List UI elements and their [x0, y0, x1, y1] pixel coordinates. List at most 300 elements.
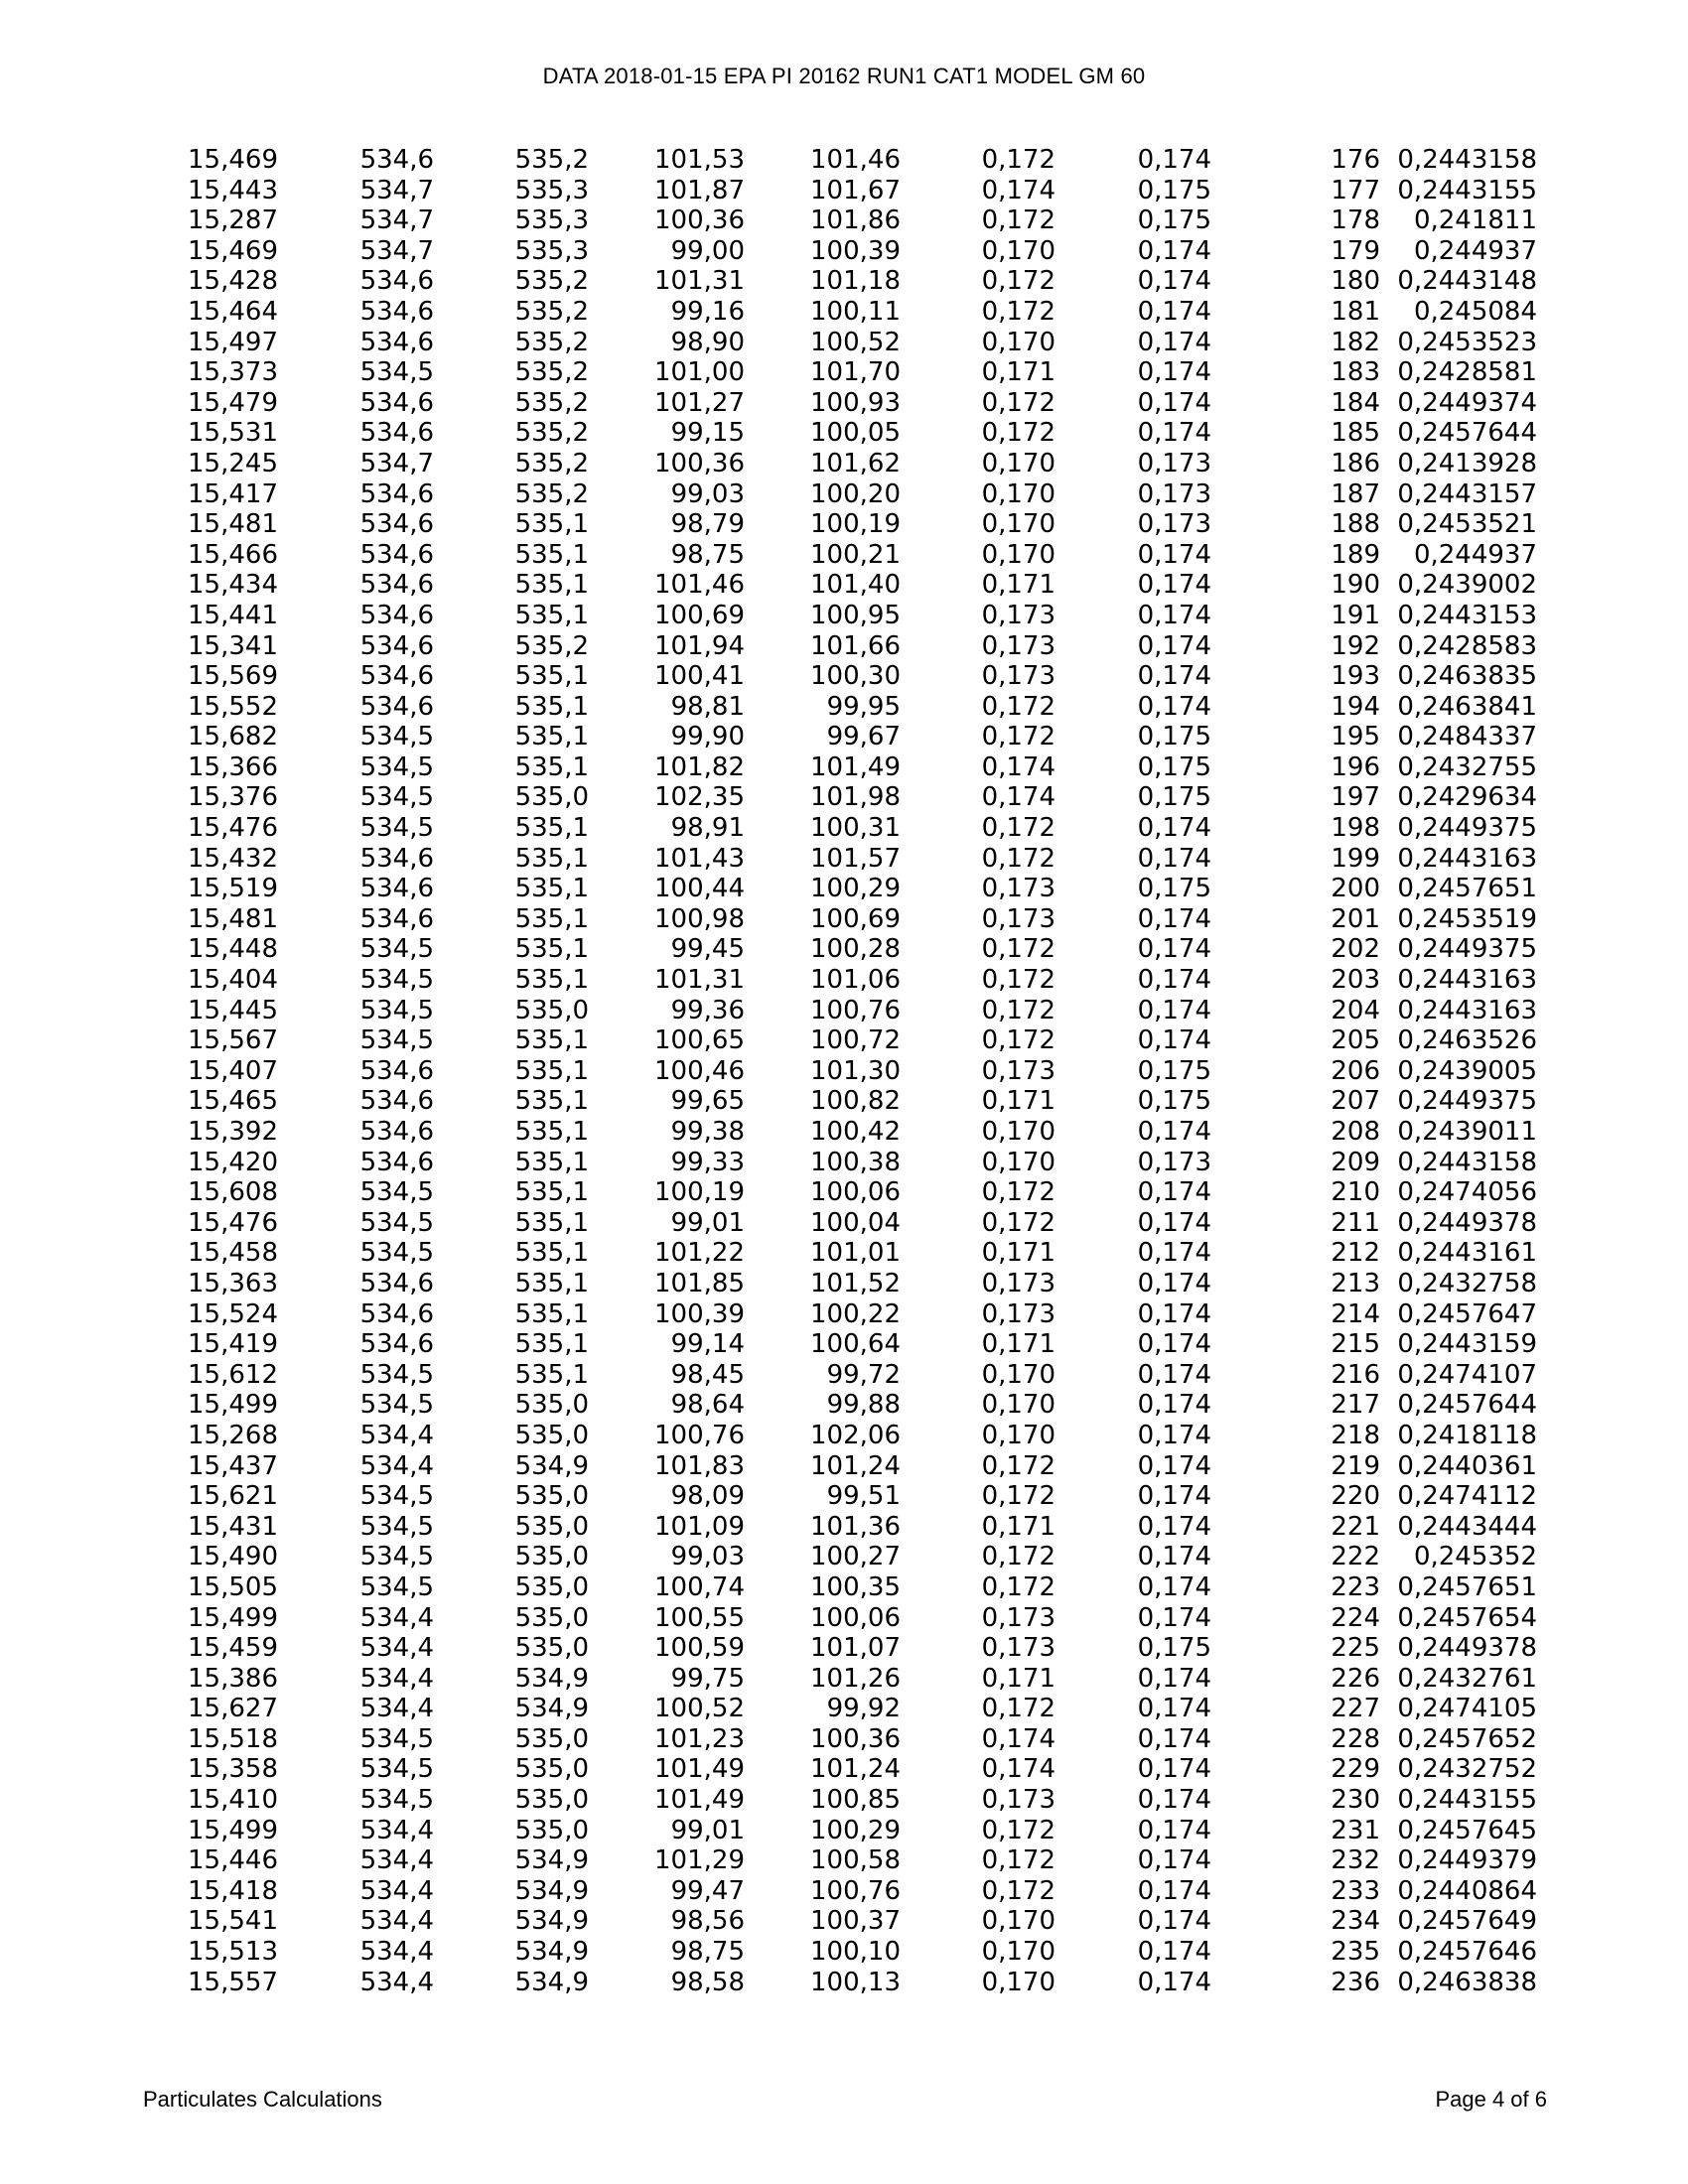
- table-row: [0, 1906, 1537, 1937]
- table-cell: 535,2: [514, 327, 589, 357]
- table-cell: 0,172: [981, 1025, 1055, 1056]
- table-cell: 534,6: [359, 145, 434, 175]
- table-cell: 535,2: [514, 478, 589, 509]
- table-cell: 0,174: [1137, 357, 1211, 388]
- table-cell: 15,418: [188, 1875, 278, 1906]
- table-cell: 534,5: [359, 1238, 434, 1269]
- table-cell: 0,174: [1137, 1511, 1211, 1542]
- table-row: [0, 1208, 1537, 1239]
- table-cell: 0,2449378: [1397, 1633, 1537, 1664]
- table-cell: 100,39: [654, 1298, 745, 1329]
- table-cell: 207: [1331, 1086, 1380, 1117]
- table-row: [0, 388, 1537, 419]
- table-cell: 101,00: [654, 357, 745, 388]
- table-cell: 534,7: [359, 235, 434, 266]
- table-cell: 0,170: [981, 1390, 1055, 1421]
- table-cell: 535,1: [514, 1086, 589, 1117]
- table-cell: 0,2440864: [1397, 1875, 1537, 1906]
- table-row: [0, 176, 1537, 206]
- table-cell: 534,6: [359, 1329, 434, 1360]
- table-cell: 15,524: [188, 1298, 278, 1329]
- table-cell: 0,2463835: [1397, 661, 1537, 692]
- table-cell: 100,06: [810, 1602, 901, 1633]
- table-cell: 0,173: [1137, 448, 1211, 478]
- table-cell: 0,171: [981, 1663, 1055, 1694]
- table-cell: 534,6: [359, 630, 434, 661]
- table-row: [0, 1086, 1537, 1117]
- table-cell: 535,0: [514, 1723, 589, 1754]
- table-cell: 534,4: [359, 1906, 434, 1937]
- table-cell: 534,7: [359, 448, 434, 478]
- table-cell: 0,174: [1137, 327, 1211, 357]
- table-cell: 0,170: [981, 509, 1055, 540]
- table-cell: 0,2443155: [1397, 1785, 1537, 1816]
- table-cell: 15,505: [188, 1571, 278, 1602]
- table-cell: 535,0: [514, 995, 589, 1025]
- table-cell: 15,469: [188, 145, 278, 175]
- table-cell: 15,245: [188, 448, 278, 478]
- table-cell: 212: [1331, 1238, 1380, 1269]
- table-cell: 0,173: [981, 1055, 1055, 1086]
- table-cell: 0,175: [1137, 175, 1211, 205]
- table-cell: 15,557: [188, 1967, 278, 1997]
- table-cell: 0,174: [981, 1754, 1055, 1785]
- page-title: DATA 2018-01-15 EPA PI 20162 RUN1 CAT1 MODEL GM 60: [542, 64, 1146, 88]
- table-cell: 535,2: [514, 418, 589, 449]
- table-cell: 535,1: [514, 509, 589, 540]
- table-cell: 0,172: [981, 418, 1055, 449]
- table-cell: 0,171: [981, 570, 1055, 601]
- table-cell: 101,24: [810, 1450, 901, 1481]
- table-cell: 98,09: [670, 1481, 745, 1512]
- table-cell: 15,567: [188, 1025, 278, 1056]
- table-row: [0, 692, 1537, 723]
- table-cell: 0,2457646: [1397, 1937, 1537, 1968]
- table-cell: 100,20: [810, 478, 901, 509]
- table-cell: 15,476: [188, 1207, 278, 1238]
- table-cell: 0,175: [1137, 782, 1211, 813]
- table-cell: 534,6: [359, 478, 434, 509]
- table-cell: 15,432: [188, 843, 278, 874]
- table-cell: 535,2: [514, 448, 589, 478]
- table-cell: 0,174: [981, 1723, 1055, 1754]
- table-cell: 0,174: [1137, 1481, 1211, 1512]
- table-cell: 101,70: [810, 357, 901, 388]
- table-cell: 0,173: [981, 1268, 1055, 1298]
- table-row: [0, 1633, 1537, 1664]
- table-cell: 99,38: [670, 1117, 745, 1147]
- table-cell: 534,5: [359, 1511, 434, 1542]
- table-cell: 534,6: [359, 570, 434, 601]
- table-cell: 0,2474112: [1397, 1481, 1537, 1512]
- table-cell: 0,2428583: [1397, 630, 1537, 661]
- table-cell: 0,2474105: [1397, 1694, 1537, 1724]
- table-cell: 15,621: [188, 1481, 278, 1512]
- table-cell: 101,87: [654, 175, 745, 205]
- table-cell: 534,4: [359, 1937, 434, 1968]
- table-cell: 0,2474107: [1397, 1359, 1537, 1390]
- table-row: [0, 236, 1537, 267]
- table-cell: 15,513: [188, 1937, 278, 1968]
- table-cell: 222: [1331, 1542, 1380, 1572]
- table-cell: 98,58: [670, 1967, 745, 1997]
- table-cell: 101,67: [810, 175, 901, 205]
- table-cell: 209: [1331, 1147, 1380, 1177]
- table-cell: 535,2: [514, 145, 589, 175]
- table-cell: 0,174: [1137, 266, 1211, 297]
- table-cell: 101,26: [810, 1663, 901, 1694]
- table-cell: 201: [1331, 903, 1380, 934]
- table-cell: 98,81: [670, 691, 745, 722]
- table-cell: 195: [1331, 722, 1380, 752]
- table-cell: 535,0: [514, 1571, 589, 1602]
- table-cell: 534,4: [359, 1450, 434, 1481]
- table-cell: 0,2453523: [1397, 327, 1537, 357]
- table-row: [0, 1117, 1537, 1148]
- table-cell: 0,174: [1137, 1420, 1211, 1450]
- table-cell: 101,40: [810, 570, 901, 601]
- table-cell: 0,172: [981, 296, 1055, 327]
- table-cell: 534,7: [359, 175, 434, 205]
- table-cell: 203: [1331, 965, 1380, 996]
- table-cell: 15,392: [188, 1117, 278, 1147]
- table-cell: 234: [1331, 1906, 1380, 1937]
- table-cell: 0,172: [981, 266, 1055, 297]
- table-cell: 189: [1331, 539, 1380, 570]
- table-cell: 100,41: [654, 661, 745, 692]
- table-cell: 0,175: [1137, 1086, 1211, 1117]
- table-cell: 0,172: [981, 1845, 1055, 1876]
- table-cell: 0,172: [981, 722, 1055, 752]
- table-cell: 101,23: [654, 1723, 745, 1754]
- table-cell: 15,481: [188, 509, 278, 540]
- table-cell: 15,499: [188, 1602, 278, 1633]
- table-cell: 218: [1331, 1420, 1380, 1450]
- table-cell: 101,82: [654, 751, 745, 782]
- table-cell: 15,363: [188, 1268, 278, 1298]
- table-cell: 176: [1331, 145, 1380, 175]
- table-cell: 0,173: [981, 874, 1055, 904]
- table-cell: 0,2484337: [1397, 722, 1537, 752]
- table-cell: 15,459: [188, 1633, 278, 1664]
- table-cell: 0,244937: [1413, 235, 1537, 266]
- table-cell: 100,38: [810, 1147, 901, 1177]
- table-cell: 0,2443158: [1397, 1147, 1537, 1177]
- table-cell: 0,170: [981, 1906, 1055, 1937]
- table-cell: 0,174: [1137, 1450, 1211, 1481]
- table-row: [0, 1025, 1537, 1056]
- table-cell: 15,499: [188, 1390, 278, 1421]
- table-cell: 0,2457654: [1397, 1602, 1537, 1633]
- table-cell: 0,2432755: [1397, 751, 1537, 782]
- table-cell: 99,75: [670, 1663, 745, 1694]
- table-cell: 0,2457649: [1397, 1906, 1537, 1937]
- table-cell: 534,7: [359, 205, 434, 236]
- table-cell: 0,174: [1137, 1906, 1211, 1937]
- table-cell: 534,9: [514, 1694, 589, 1724]
- table-cell: 179: [1331, 235, 1380, 266]
- table-cell: 101,31: [654, 266, 745, 297]
- table-cell: 101,49: [654, 1754, 745, 1785]
- table-cell: 534,4: [359, 1845, 434, 1876]
- table-row: [0, 1177, 1537, 1208]
- table-cell: 0,175: [1137, 205, 1211, 236]
- table-cell: 100,76: [810, 995, 901, 1025]
- table-cell: 0,175: [1137, 1055, 1211, 1086]
- table-cell: 98,90: [670, 327, 745, 357]
- table-cell: 0,174: [1137, 539, 1211, 570]
- table-cell: 0,2453521: [1397, 509, 1537, 540]
- table-cell: 0,174: [1137, 1268, 1211, 1298]
- table-cell: 534,5: [359, 1177, 434, 1208]
- table-cell: 535,0: [514, 1481, 589, 1512]
- table-cell: 198: [1331, 813, 1380, 844]
- table-cell: 99,00: [670, 235, 745, 266]
- table-cell: 0,174: [1137, 418, 1211, 449]
- table-cell: 535,0: [514, 1785, 589, 1816]
- table-cell: 0,170: [981, 448, 1055, 478]
- table-cell: 15,373: [188, 357, 278, 388]
- table-cell: 0,170: [981, 478, 1055, 509]
- table-cell: 15,569: [188, 661, 278, 692]
- table-cell: 534,5: [359, 1571, 434, 1602]
- table-cell: 101,22: [654, 1238, 745, 1269]
- table-cell: 15,376: [188, 782, 278, 813]
- table-cell: 15,627: [188, 1694, 278, 1724]
- table-cell: 100,19: [810, 509, 901, 540]
- table-cell: 0,172: [981, 995, 1055, 1025]
- table-cell: 0,174: [1137, 1571, 1211, 1602]
- footer-document-name: Particulates Calculations: [143, 2087, 382, 2112]
- table-cell: 0,2457645: [1397, 1815, 1537, 1845]
- table-cell: 0,170: [981, 327, 1055, 357]
- table-cell: 223: [1331, 1571, 1380, 1602]
- table-cell: 535,1: [514, 1055, 589, 1086]
- table-cell: 0,2432758: [1397, 1268, 1537, 1298]
- table-cell: 15,541: [188, 1906, 278, 1937]
- table-cell: 99,67: [826, 722, 901, 752]
- table-cell: 535,1: [514, 813, 589, 844]
- table-row: [0, 1542, 1537, 1572]
- table-cell: 98,75: [670, 1937, 745, 1968]
- table-row: [0, 1754, 1537, 1785]
- table-cell: 99,36: [670, 995, 745, 1025]
- table-cell: 15,428: [188, 266, 278, 297]
- table-cell: 98,64: [670, 1390, 745, 1421]
- table-cell: 15,497: [188, 327, 278, 357]
- table-cell: 534,6: [359, 903, 434, 934]
- table-cell: 0,174: [1137, 1967, 1211, 1997]
- table-cell: 535,1: [514, 965, 589, 996]
- table-row: [0, 1148, 1537, 1178]
- table-cell: 0,174: [1137, 1602, 1211, 1633]
- table-cell: 15,366: [188, 751, 278, 782]
- table-cell: 0,174: [1137, 903, 1211, 934]
- table-cell: 534,5: [359, 1207, 434, 1238]
- table-row: [0, 1785, 1537, 1816]
- table-cell: 101,86: [810, 205, 901, 236]
- table-cell: 231: [1331, 1815, 1380, 1845]
- table-cell: 0,172: [981, 1694, 1055, 1724]
- table-cell: 535,2: [514, 387, 589, 418]
- table-cell: 535,1: [514, 751, 589, 782]
- table-cell: 99,47: [670, 1875, 745, 1906]
- table-cell: 0,171: [981, 1511, 1055, 1542]
- table-cell: 534,9: [514, 1967, 589, 1997]
- table-cell: 15,287: [188, 205, 278, 236]
- table-row: [0, 1056, 1537, 1087]
- table-cell: 534,5: [359, 357, 434, 388]
- table-cell: 219: [1331, 1450, 1380, 1481]
- table-cell: 0,2457644: [1397, 1390, 1537, 1421]
- table-cell: 206: [1331, 1055, 1380, 1086]
- table-cell: 100,46: [654, 1055, 745, 1086]
- table-cell: 0,2443161: [1397, 1238, 1537, 1269]
- table-cell: 190: [1331, 570, 1380, 601]
- table-cell: 204: [1331, 995, 1380, 1025]
- table-row: [0, 297, 1537, 328]
- table-cell: 535,1: [514, 1329, 589, 1360]
- table-cell: 0,173: [981, 1785, 1055, 1816]
- table-row: [0, 1876, 1537, 1907]
- table-cell: 0,174: [1137, 600, 1211, 630]
- table-cell: 15,464: [188, 296, 278, 327]
- table-cell: 0,172: [981, 1542, 1055, 1572]
- table-row: [0, 1360, 1537, 1391]
- table-cell: 0,173: [981, 1602, 1055, 1633]
- table-cell: 194: [1331, 691, 1380, 722]
- table-body: [0, 145, 1537, 1997]
- table-cell: 0,174: [1137, 1329, 1211, 1360]
- table-cell: 535,2: [514, 630, 589, 661]
- table-cell: 0,173: [1137, 509, 1211, 540]
- table-cell: 101,98: [810, 782, 901, 813]
- table-cell: 535,1: [514, 570, 589, 601]
- table-cell: 15,358: [188, 1754, 278, 1785]
- table-cell: 180: [1331, 266, 1380, 297]
- table-row: [0, 844, 1537, 875]
- table-cell: 100,95: [810, 600, 901, 630]
- table-cell: 0,2443159: [1397, 1329, 1537, 1360]
- table-cell: 101,66: [810, 630, 901, 661]
- table-cell: 215: [1331, 1329, 1380, 1360]
- table-cell: 534,4: [359, 1633, 434, 1664]
- table-cell: 100,37: [810, 1906, 901, 1937]
- table-cell: 100,69: [810, 903, 901, 934]
- table-cell: 534,4: [359, 1875, 434, 1906]
- table-cell: 0,174: [1137, 296, 1211, 327]
- table-cell: 99,51: [826, 1481, 901, 1512]
- table-cell: 535,1: [514, 1207, 589, 1238]
- table-cell: 0,2428581: [1397, 357, 1537, 388]
- table-cell: 0,174: [1137, 813, 1211, 844]
- table-cell: 0,174: [1137, 1785, 1211, 1816]
- table-cell: 214: [1331, 1298, 1380, 1329]
- table-cell: 535,0: [514, 1390, 589, 1421]
- table-row: [0, 1603, 1537, 1634]
- table-cell: 0,2443153: [1397, 600, 1537, 630]
- data-table: [0, 145, 1537, 1997]
- table-cell: 534,5: [359, 1390, 434, 1421]
- table-cell: 534,5: [359, 813, 434, 844]
- table-cell: 98,75: [670, 539, 745, 570]
- table-row: [0, 1816, 1537, 1846]
- table-cell: 0,170: [981, 1147, 1055, 1177]
- table-cell: 15,479: [188, 387, 278, 418]
- table-cell: 0,174: [1137, 145, 1211, 175]
- table-row: [0, 1572, 1537, 1603]
- table-cell: 0,172: [981, 843, 1055, 874]
- table-cell: 196: [1331, 751, 1380, 782]
- table-cell: 535,1: [514, 1147, 589, 1177]
- table-cell: 100,30: [810, 661, 901, 692]
- table-cell: 217: [1331, 1390, 1380, 1421]
- table-cell: 534,6: [359, 296, 434, 327]
- table-cell: 100,52: [810, 327, 901, 357]
- table-cell: 101,62: [810, 448, 901, 478]
- table-cell: 188: [1331, 509, 1380, 540]
- table-cell: 15,410: [188, 1785, 278, 1816]
- table-cell: 99,72: [826, 1359, 901, 1390]
- table-cell: 0,171: [981, 1329, 1055, 1360]
- table-cell: 15,518: [188, 1723, 278, 1754]
- table-cell: 534,9: [514, 1875, 589, 1906]
- table-cell: 0,171: [981, 357, 1055, 388]
- table-cell: 100,10: [810, 1937, 901, 1968]
- table-cell: 0,2443155: [1397, 175, 1537, 205]
- table-row: [0, 1329, 1537, 1360]
- table-row: [0, 752, 1537, 783]
- table-cell: 0,2443163: [1397, 965, 1537, 996]
- table-cell: 0,175: [1137, 874, 1211, 904]
- table-cell: 211: [1331, 1207, 1380, 1238]
- table-cell: 534,6: [359, 539, 434, 570]
- table-cell: 0,2457644: [1397, 418, 1537, 449]
- table-cell: 0,170: [981, 1359, 1055, 1390]
- table-cell: 0,170: [981, 539, 1055, 570]
- table-cell: 205: [1331, 1025, 1380, 1056]
- table-row: [0, 813, 1537, 844]
- table-cell: 534,4: [359, 1967, 434, 1997]
- table-cell: 534,4: [359, 1663, 434, 1694]
- table-cell: 0,245084: [1413, 296, 1537, 327]
- table-cell: 182: [1331, 327, 1380, 357]
- table-cell: 15,469: [188, 235, 278, 266]
- table-cell: 202: [1331, 934, 1380, 965]
- table-cell: 236: [1331, 1967, 1380, 1997]
- table-cell: 177: [1331, 175, 1380, 205]
- table-cell: 0,241811: [1413, 205, 1537, 236]
- table-cell: 535,0: [514, 1602, 589, 1633]
- table-cell: 200: [1331, 874, 1380, 904]
- table-row: [0, 479, 1537, 510]
- table-cell: 101,06: [810, 965, 901, 996]
- table-cell: 99,03: [670, 478, 745, 509]
- table-cell: 181: [1331, 296, 1380, 327]
- table-row: [0, 1269, 1537, 1299]
- table-cell: 0,174: [981, 175, 1055, 205]
- table-cell: 185: [1331, 418, 1380, 449]
- table-cell: 0,2453519: [1397, 903, 1537, 934]
- table-cell: 534,9: [514, 1937, 589, 1968]
- table-row: [0, 449, 1537, 479]
- table-cell: 15,448: [188, 934, 278, 965]
- table-cell: 535,1: [514, 600, 589, 630]
- table-cell: 0,2457652: [1397, 1723, 1537, 1754]
- table-cell: 15,404: [188, 965, 278, 996]
- table-cell: 0,2432761: [1397, 1663, 1537, 1694]
- table-cell: 0,173: [981, 1298, 1055, 1329]
